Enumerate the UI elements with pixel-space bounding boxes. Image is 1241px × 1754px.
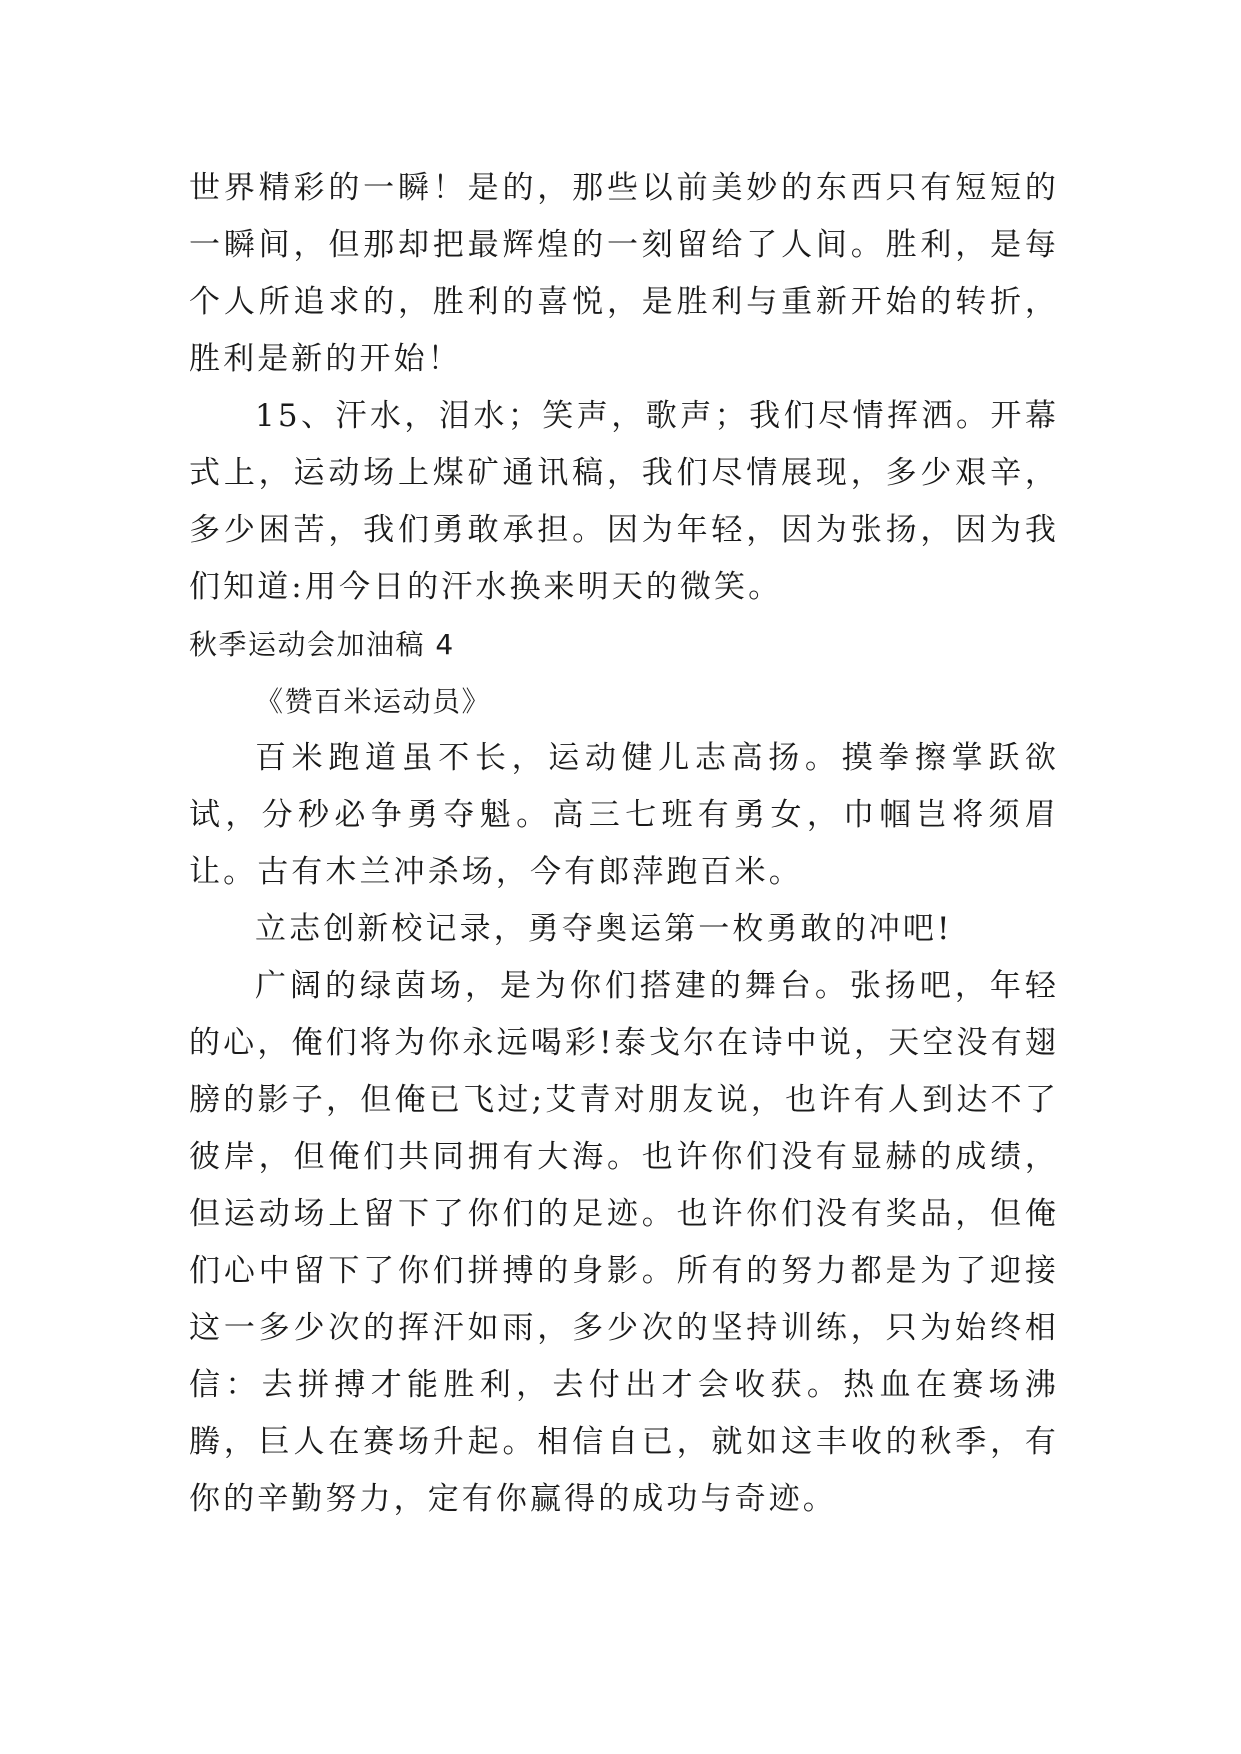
document-body	[189, 160, 1059, 1528]
section-heading: 秋季运动会加油稿 4	[189, 628, 455, 661]
paragraph-green-field: 广阔的绿茵场，是为你们搭建的舞台。张扬吧，年轻的心，俺们将为你永远喝彩!泰戈尔在诗中说，天空没有翅膀的影子，但俺已飞过;艾青对朋友说，也许有人到达不了彼岸，但俺们共同拥有大海。也许你们没有显赫的成绩，但运动场上留下了你们的足迹。也许你们没有奖品，但俺们心中留下了你们拼搏的身影。所有的努力都是为了迎接这一多少次的挥汗如雨，多少次的坚持训练，只为始终相信：去拼搏才能胜利，去付出才会收获。热血在赛场沸腾，巨人在赛场升起。相信自已，就如这丰收的秋季，有你的辛勤努力，定有你赢得的成功与奇迹。	[189, 968, 1059, 1517]
paragraph-victory: 世界精彩的一瞬！是的，那些以前美妙的东西只有短短的一瞬间，但那却把最辉煌的一刻留给了人间。胜利，是每个人所追求的，胜利的喜悦，是胜利与重新开始的转折，胜利是新的开始！	[189, 170, 1059, 377]
paragraph-hundred-meter: 百米跑道虽不长，运动健儿志高扬。摸拳擦掌跃欲试，分秒必争勇夺魁。高三七班有勇女，巾帼岂将须眉让。古有木兰冲杀场，今有郎萍跑百米。	[189, 740, 1059, 890]
paragraph-sweat-tears: 15、汗水，泪水；笑声，歌声；我们尽情挥洒。开幕式上，运动场上煤矿通讯稿，我们尽情展现，多少艰辛，多少困苦，我们勇敢承担。因为年轻，因为张扬，因为我们知道:用今日的汗水换来明天的微笑。	[189, 398, 1059, 605]
paragraph-school-record: 立志创新校记录，勇夺奥运第一枚勇敢的冲吧!	[255, 911, 953, 947]
poem-title: 《赞百米运动员》	[255, 685, 492, 718]
